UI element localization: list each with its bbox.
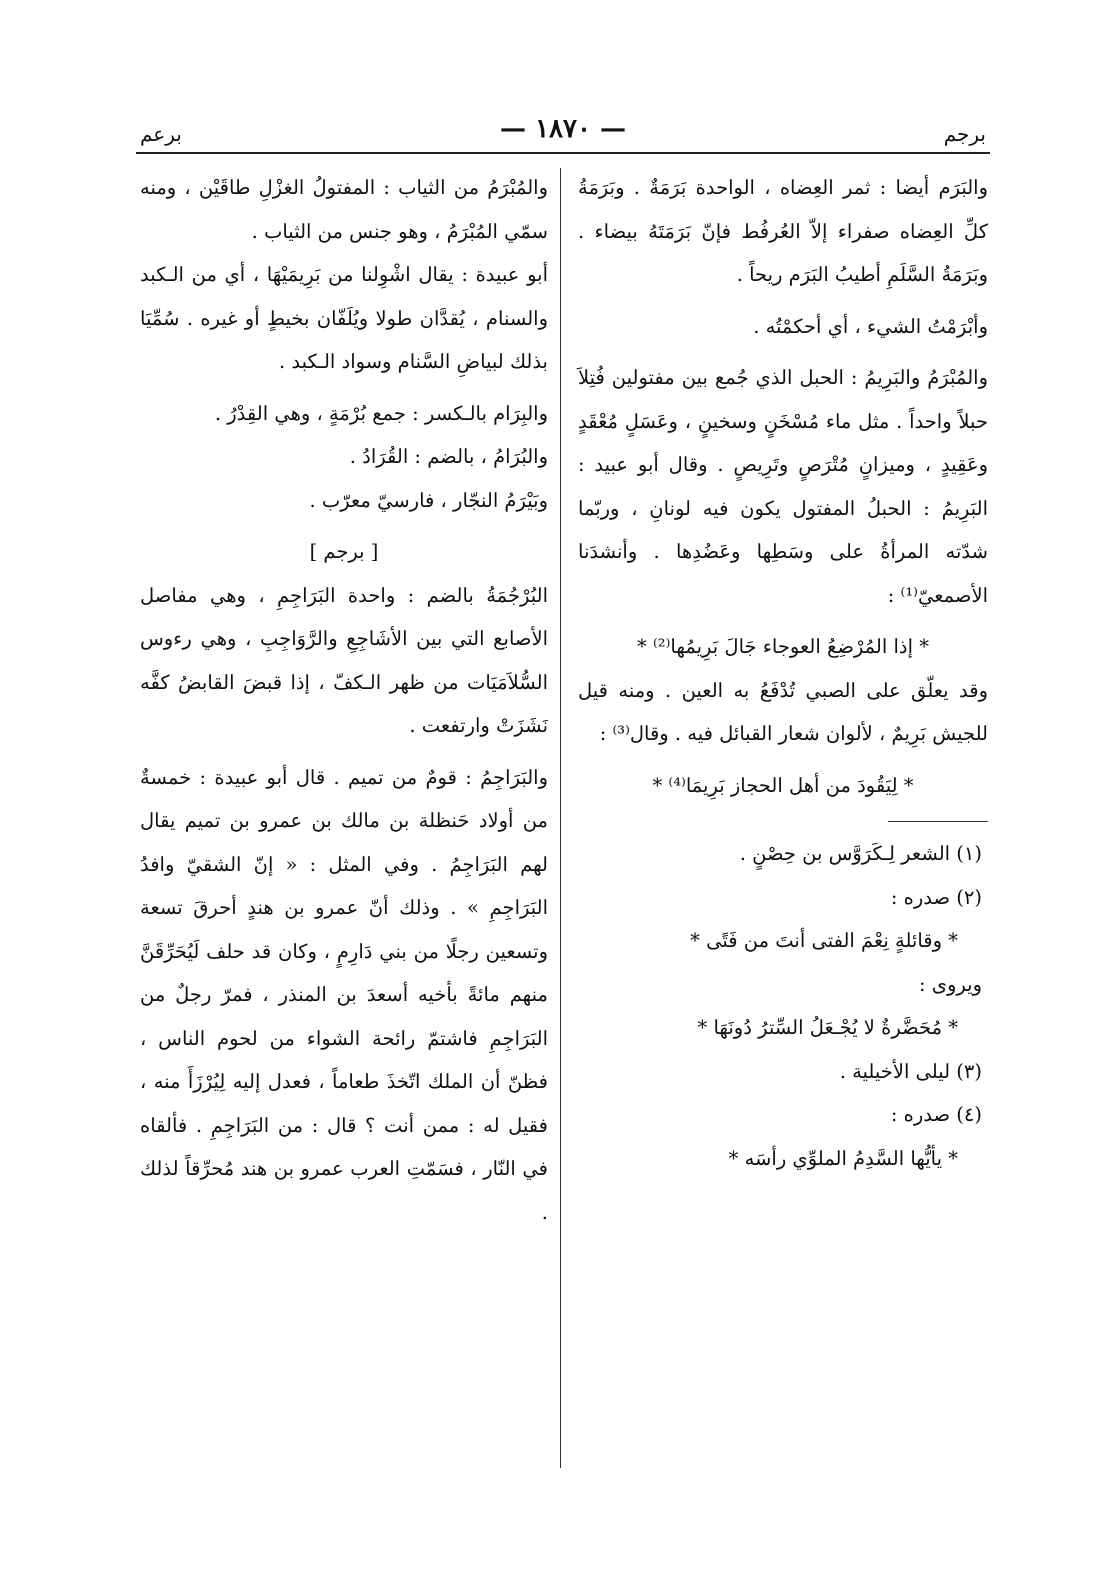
header-root-word-left: برعم (140, 122, 182, 146)
section-heading: [ برجم ] (309, 540, 379, 563)
footnote: (١) الشعر لِـكَرَوَّس بن حِصْنٍ . (739, 842, 982, 865)
footnote-verse: * مُحَضَّرةٌ لا يُجْـعَلُ السِّترُ دُونَهَا * (697, 1016, 958, 1039)
entry-paragraph: والبُرَامُ ، بالضم : القُرَادُ . (349, 445, 548, 468)
header-root-word-right: برجم (943, 122, 986, 146)
entry-paragraph: أبو عبيدة : يقال اشْوِلنا من بَرِيمَيْهَا ، أي من الـكبد والسنام ، يُقدَّان طولا ويُلَفّان بخيطٍ أو غيره . سُمِّيَا بذلك لبياضِ السَّنام وسواد الـكبد . (140, 263, 548, 373)
footnote-verse: * يأيُّها السَّدِمُ الملوِّي رأسَه * (728, 1146, 958, 1170)
page-header (140, 112, 986, 152)
entry-paragraph: البُرْجُمَةُ بالضم : واحدة البَرَاجِمِ ، وهي مفاصل الأصابع التي بين الأشَاجِعِ والرَّوَاجِبِ ، وهي رءوس السُّلاَمَيَات من ظهر الـكفّ ، إذا قبضَ القابضُ كفَّه نَشَزَتْ وارتفعت . (140, 583, 548, 737)
verse-line: * إذا المُرْضِعُ العوجاء جَالَ بَرِيمُها⁽²⁾ * (637, 635, 929, 658)
verse-line: * لِيَقُودَ من أهل الحجاز بَرِيمَا⁽⁴⁾ * (652, 773, 914, 797)
entry-paragraph: وقد يعلّق على الصبي تُدْفَعُ به العين . ومنه قيل للجيش بَرِيمٌ ، لألوان شعار القبائل فيه . وقال⁽³⁾ : (578, 678, 988, 745)
entry-paragraph: والبَرَم أيضا : ثمر العِضاه ، الواحدة بَرَمَةٌ . وبَرَمَةُ كلِّ العِضاه صفراء إلاّ العُرفُط فإنّ بَرَمَتَهُ بيضاء . وبَرَمَةُ السَّلَمِ أطيبُ البَرَم ريحاً . (578, 176, 988, 286)
footnote: (٢) صدره : (890, 885, 982, 909)
column-divider (560, 168, 561, 1468)
footnote: (٣) ليلى الأخيلية . (839, 1059, 982, 1083)
entry-paragraph: والمُبْرَمُ والبَرِيمُ : الحبل الذي جُمع بين مفتولين فُتِلاَ حبلاً واحداً . مثل ماء مُسْخَنٍ وسخينٍ ، وعَسَلٍ مُعْقَدٍ وعَقِيدٍ ، وميزانٍ مُتْرَصٍ وتَرِيصٍ . وقال أبو عبيد : البَرِيمُ : الحبلُ المفتول يكون فيه لونانِ ، وربّما شدّته المرأةُ على وسَطِها وعَضُدِها . وأنشدَنا الأصمعيّ⁽¹⁾ : (578, 366, 988, 607)
header-rule (136, 152, 990, 154)
entry-paragraph: والبِرَام بالـكسر : جمع بُرْمَةٍ ، وهي القِدْرُ . (214, 401, 548, 425)
footnote: (٤) صدره : (890, 1103, 982, 1126)
page-number: — ١٨٧٠ — (500, 114, 626, 144)
entry-paragraph: والبَرَاجِمُ : قومٌ من تميم . قال أبو عبيدة : خمسةٌ من أولاد حَنظلة بن مالك بن عمرو بن تميم يقال لهم البَرَاجِمُ . وفي المثل : « إنّ الشقيّ وافدُ البَرَاجِمِ » . وذلك أنّ عمرو بن هندٍ أحرقَ تسعة وتسعين رجلًا من بني دَارِمٍ ، وكان قد حلف لَيُحَرِّقَنَّ منهم مائةً بأخيه أسعدَ بن المنذر ، فمرّ رجلٌ من البَرَاجِمِ فاشتمّ رائحة الشواء من لحوم الناس ، فظنّ أن الملك اتّخذَ طعاماً ، فعدل إليه لِيُرْزَأَ منه ، فقيل له : ممن أنت ؟ قال : من البَرَاجِمِ . فألقاه في النّار ، فسَمّتِ العرب عمرو بن هند مُحرِّقاً لذلك . (140, 765, 548, 1224)
left-column (140, 166, 548, 1234)
entry-paragraph: وأبْرَمْتُ الشيء ، أي أحكمْتُه . (753, 314, 988, 338)
entry-paragraph: والمُبْرَمُ من الثياب : المفتولُ الغزْلِ طاقَيْن ، ومنه سمّي المُبْرَمُ ، وهو جنس من الثياب . (140, 176, 548, 243)
footnote-verse: * وقائلةٍ نِعْمَ الفتى أنتَ من فَتًى * (690, 929, 958, 952)
footnote: ويروى : (918, 972, 982, 996)
entry-paragraph: وبَيْرَمُ النجّار ، فارسيّ معرّب . (309, 488, 548, 512)
footnote-rule (888, 821, 988, 822)
right-column (578, 166, 988, 1180)
